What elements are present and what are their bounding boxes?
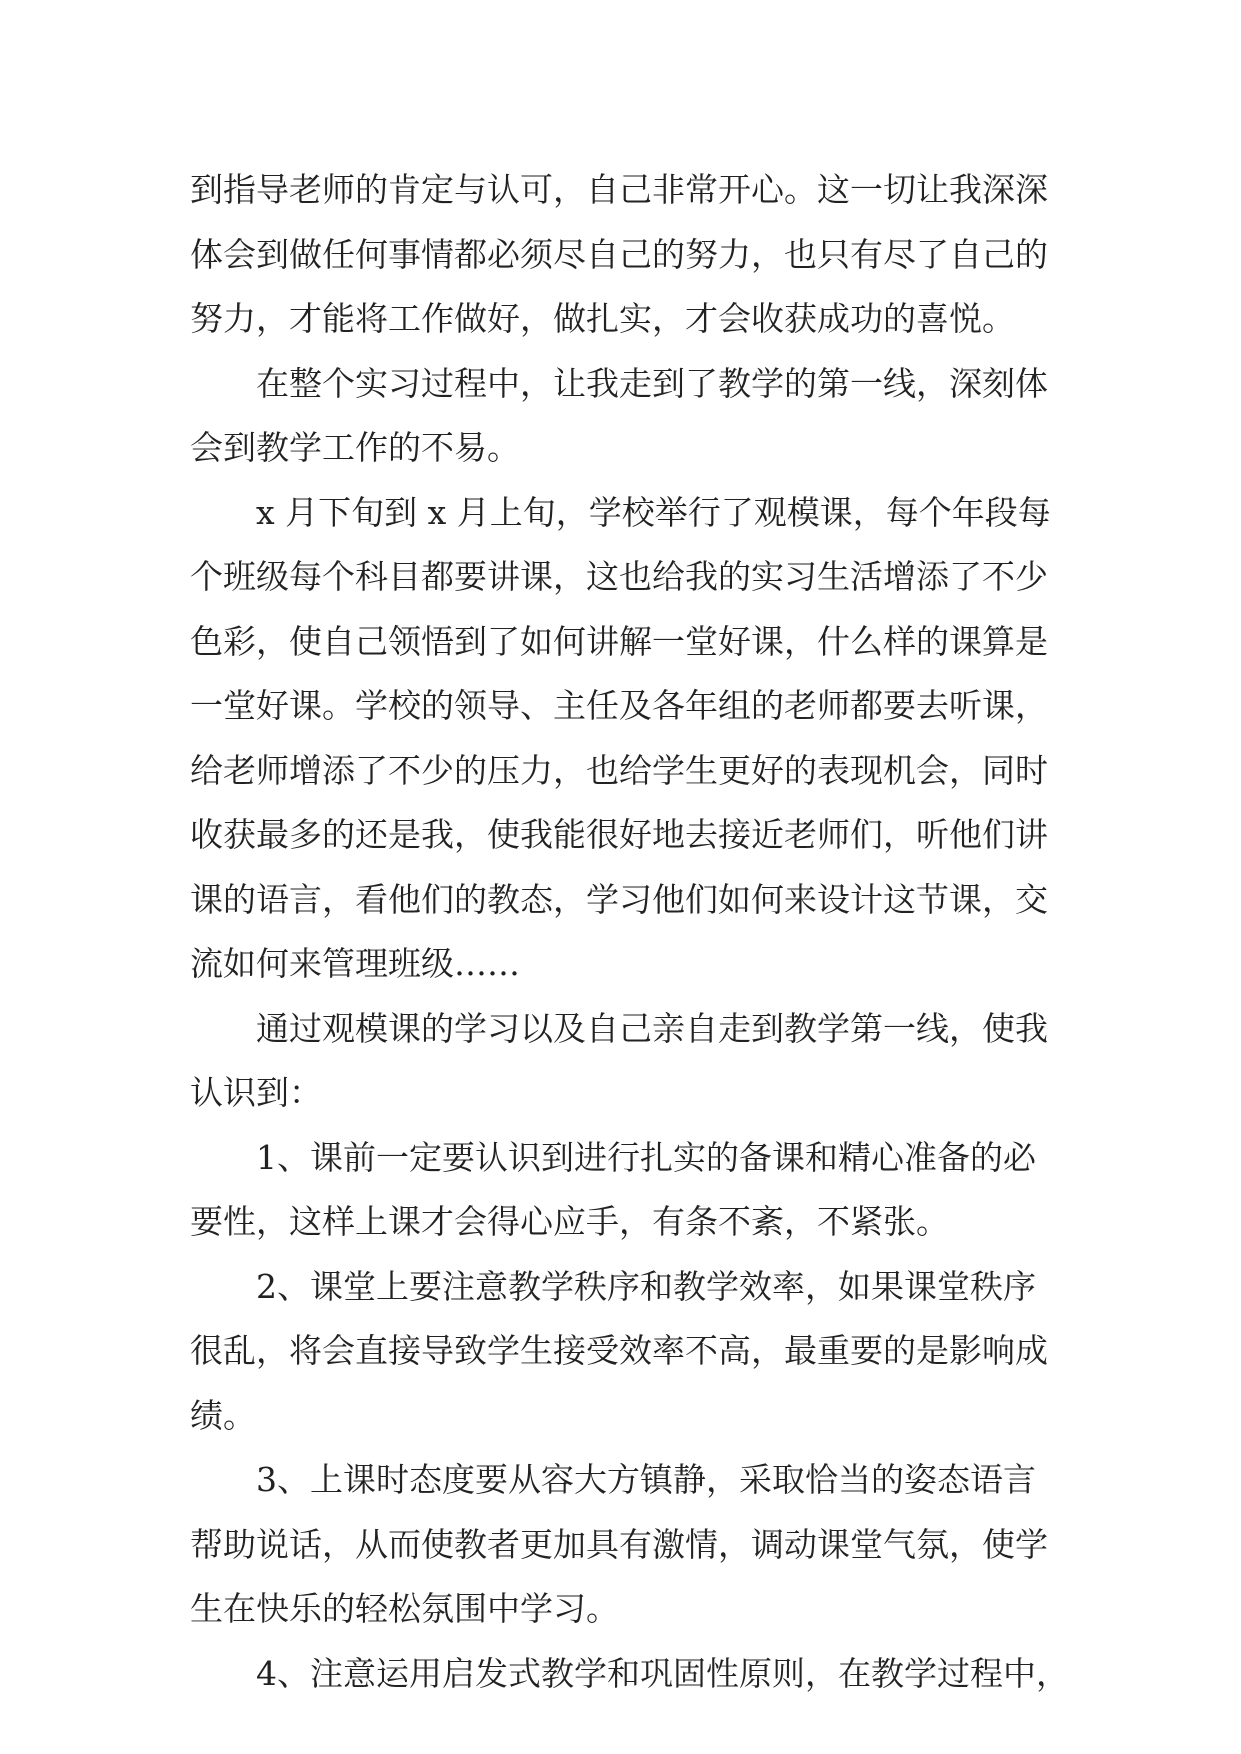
text-line-3: 努力，才能将工作做好，做扎实，才会收获成功的喜悦。 <box>190 299 1015 338</box>
text-line-24: 4、注意运用启发式教学和巩固性原则，在教学过程中， <box>256 1653 1069 1693</box>
text-line-7: 个班级每个科目都要讲课，这也给我的实习生活增添了不少 <box>190 557 1048 596</box>
text-line-6: x 月下旬到 x 月上旬，学校举行了观模课，每个年段每 <box>256 492 1051 532</box>
text-line-11: 收获最多的还是我，使我能很好地去接近老师们，听他们讲 <box>190 815 1048 854</box>
text-line-21: 3、上课时态度要从容大方镇静，采取恰当的姿态语言 <box>256 1460 1036 1499</box>
text-line-2: 体会到做任何事情都必须尽自己的努力，也只有尽了自己的 <box>190 234 1048 274</box>
text-line-12: 课的语言，看他们的教态，学习他们如何来设计这节课，交 <box>190 879 1048 919</box>
text-line-5: 会到教学工作的不易。 <box>190 428 520 467</box>
text-line-1: 到指导老师的肯定与认可，自己非常开心。这一切让我深深 <box>190 170 1048 209</box>
text-line-15: 认识到： <box>190 1073 322 1112</box>
text-line-23: 生在快乐的轻松氛围中学习。 <box>190 1589 619 1628</box>
text-line-22: 帮助说话，从而使教者更加具有激情，调动课堂气氛，使学 <box>190 1524 1048 1564</box>
document-body <box>190 158 1070 1706</box>
text-line-17: 要性，这样上课才会得心应手，有条不紊，不紧张。 <box>190 1202 949 1241</box>
text-line-16: 1、课前一定要认识到进行扎实的备课和精心准备的必 <box>256 1137 1036 1177</box>
text-line-8: 色彩，使自己领悟到了如何讲解一堂好课，什么样的课算是 <box>190 621 1048 661</box>
text-line-19: 很乱，将会直接导致学生接受效率不高，最重要的是影响成 <box>190 1331 1048 1370</box>
text-line-10: 给老师增添了不少的压力，也给学生更好的表现机会，同时 <box>190 750 1048 790</box>
text-line-4: 在整个实习过程中，让我走到了教学的第一线，深刻体 <box>256 363 1048 403</box>
text-line-9: 一堂好课。学校的领导、主任及各年组的老师都要去听课， <box>190 686 1048 725</box>
text-line-14: 通过观模课的学习以及自己亲自走到教学第一线，使我 <box>256 1008 1048 1048</box>
text-line-20: 绩。 <box>190 1395 256 1435</box>
text-line-18: 2、课堂上要注意教学秩序和教学效率，如果课堂秩序 <box>256 1266 1036 1306</box>
text-line-13: 流如何来管理班级…… <box>190 944 520 983</box>
